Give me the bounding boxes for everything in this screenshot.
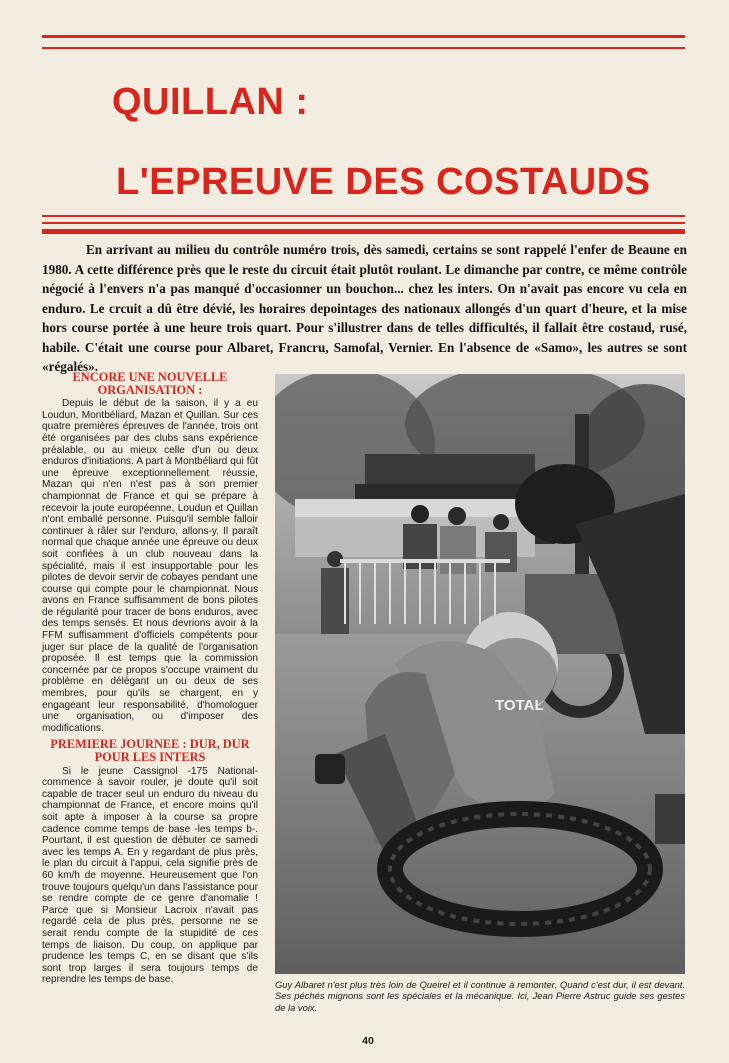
section-heading-organisation: ENCORE UNE NOUVELLE ORGANISATION : bbox=[72, 370, 228, 397]
photo-illustration bbox=[275, 374, 685, 974]
title-rule-thin-1 bbox=[42, 215, 685, 217]
section-text-organisation: Depuis le début de la saison, il y a eu Loudun, Montbéliard, Mazan et Quillan. Sur ces quatre premières épreuves de l'année, trois ont été organisées par des clubs sans expérience préalable, ou au mieux celle d'un ou deux enduros d'initiations. A part à Montbéliard qui fût une épreuve exceptionnellement réussie, Mazan qui n'en n'est pas à son premier championnat de France et qui se prépare à recevoir la joute européenne, Loudun et Quillan n'ont emballé personne. Puisqu'il semble falloir continuer à râler sur l'enduro, allons-y. Il paraît normal que chaque année une épreuve ou deux soit confiées à un club nouveau dans la spécialité, mais il est insupportable pour les pilotes de devoir servir de cobayes pendant une course qui compte pour le championnat. Nous avons en France suffisamment de bons pilotes de régularité pour tracer de bons enduros, avec des temps sensés. Et nous devrions avoir à la FFM suffisamment d'officiels compétents pour juger sur place de la qualité de l'organisation proposée. Il est temps que la commission concernée par ce propos s'occupe vraiment du problème en délégant un ou deux de ses membres, pour qu'ils se chargent, en y engageant leur responsabilité, d'homologuer une organisation, ou d'imposer des modifications. bbox=[42, 398, 258, 734]
photo-total-logo: TOTAL bbox=[495, 697, 544, 714]
photo-caption: Guy Albaret n'est plus très loin de Queirel et il continue à remonter. Quand c'est dur, il est devant. Ses péchés mignons sont les spéciales et la mécanique. Ici, Jean Pierre Astruc guide ses gestes de la voix. bbox=[275, 979, 685, 1013]
section-text-premiere-journee: Si le jeune Cassignol -175 National- commence à savoir rouler, je doute qu'il soit capable de tracer seul un enduro du niveau du championnat de France, et encore moins qu'il soit apte à imposer à la course sa propre cadence comme temps de base -les temps b-. Pourtant, il est question de débuter ce samedi avec les temps A. En y regardant de plus près, le plan du circuit à l'appui, cela signifie près de 60 km/h de moyenne. Heureusement que l'on trouve toujours quelqu'un dans l'assistance pour se rendre compte de ce genre d'anomalie ! Parce que si Monsieur Lacroix n'avait pas regardé cela de plus près, personne ne se serait rendu compte de la stupidité de ces temps de liaison. Du coup, on applique par prudence les temps C, en se disant que s'ils sont trop larges il sera toujours temps de reprendre les temps de base. bbox=[42, 765, 258, 986]
page-number: 40 bbox=[362, 1035, 374, 1047]
title-line-1: QUILLAN : bbox=[112, 81, 309, 123]
lead-paragraph: En arrivant au milieu du contrôle numéro trois, dès samedi, certains se sont rappelé l'enfer de Beaune en 1980. A cette différence près que le reste du circuit était plutôt roulant. Le dimanche par contre, ce même contrôle négocié à l'envers n'a pas manqué d'occasionner un bouchon... chez les inters. On n'avait pas encore vu cela en enduro. Le crcuit a dû être dévié, les horaires depointages des nationaux allongés d'un quart d'heure, et la mise hors course portée à une heure trois quart. Pour s'illustrer dans de telles difficultés, il fallait être costaud, rusé, habile. C'était une course pour Albaret, Francru, Samofal, Vernier. En l'absence de «Samo», les autres se sont «régalés». bbox=[42, 242, 687, 374]
top-rule-thin bbox=[42, 47, 685, 49]
title-rule-thin-2 bbox=[42, 222, 685, 224]
section-heading-premiere-journee: PREMIERE JOURNEE : DUR, DUR POUR LES INTERS bbox=[50, 737, 250, 764]
text-column bbox=[42, 371, 258, 990]
title-line-2: L'EPREUVE DES COSTAUDS bbox=[116, 161, 651, 203]
photo-rider-tyre-change bbox=[275, 374, 685, 974]
title-rule-thick bbox=[42, 229, 685, 234]
top-rule-thick bbox=[42, 35, 685, 38]
